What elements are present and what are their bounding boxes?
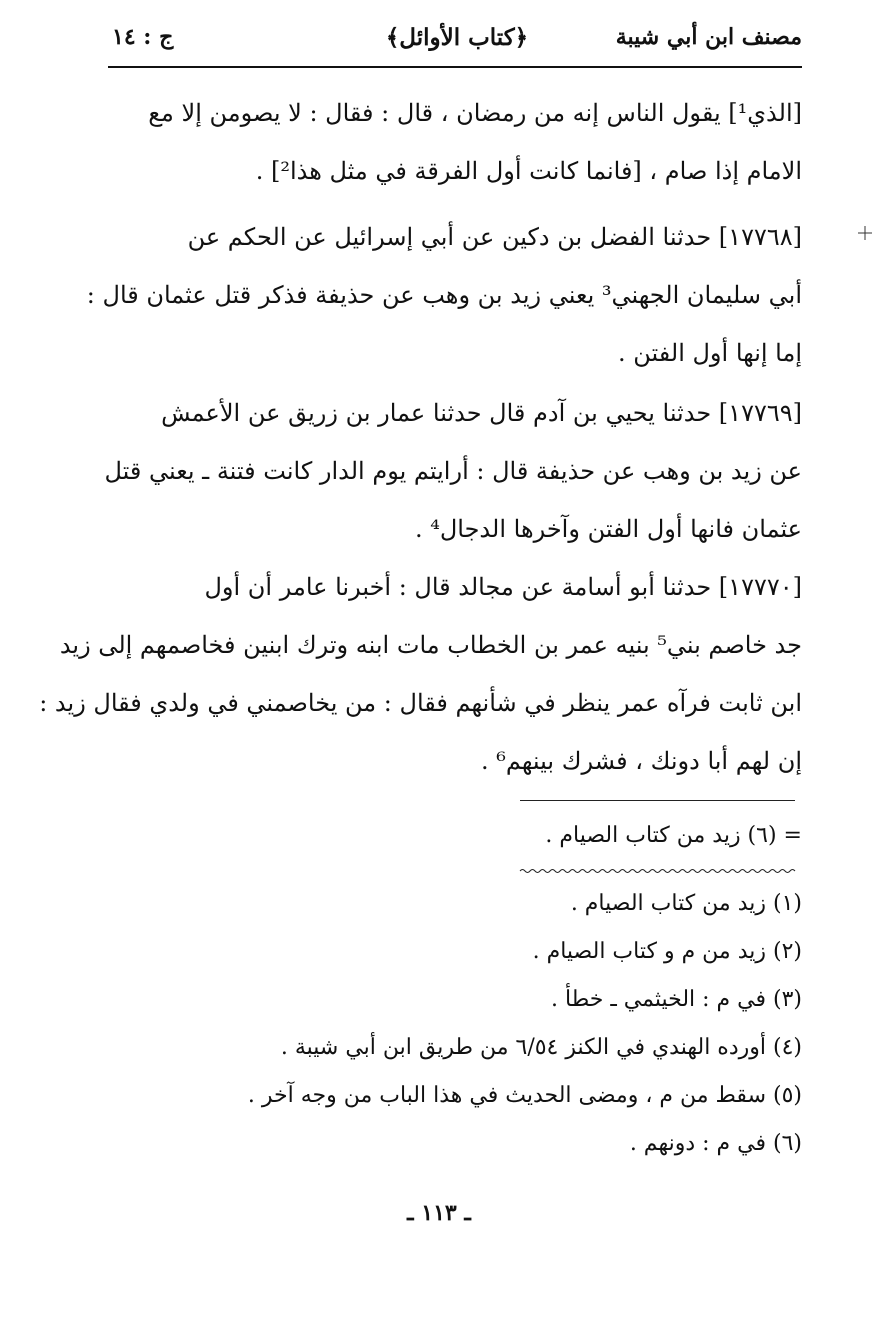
footnote-5: (٥) سقط من م ، ومضى الحديث في هذا الباب من وجه آخر . [247, 1083, 802, 1108]
text-line: إن لهم أبا دونك ، فشرك بينهم⁶ . [481, 747, 802, 775]
footnote-6: (٦) في م : دونهم . [629, 1131, 802, 1156]
hadith-17769 [104, 384, 802, 558]
text-line: أبي سليمان الجهني³ يعني زيد بن وهب عن حذيفة فذكر قتل عثمان قال : [86, 281, 802, 309]
text-line: إما إنها أول الفتن . [617, 339, 802, 367]
footnote-1: (١) زيد من كتاب الصيام . [570, 891, 802, 916]
text-line: عثمان فانها أول الفتن وآخرها الدجال⁴ . [414, 515, 802, 543]
hadith-17770 [39, 558, 802, 790]
paragraph-1 [118, 84, 802, 200]
text-line: [١٧٧٧٠] حدثنا أبو أسامة عن مجالد قال : أخبرنا عامر أن أول [204, 573, 802, 601]
footnote-divider [520, 868, 795, 874]
footnote-3: (٣) في م : الخيثمي ـ خطأ . [551, 987, 802, 1012]
hadith-17768 [86, 208, 802, 382]
text-line: الامام إذا صام ، [فانما كانت أول الفرقة في مثل هذا²] . [255, 157, 802, 185]
footnote-2: (٢) زيد من م و كتاب الصيام . [532, 939, 802, 964]
text-line: [الذي¹] يقول الناس إنه من رمضان ، قال : فقال : لا يصومن إلا مع [148, 99, 802, 127]
chapter-title: ﴿كتاب الأوائل﴾ [385, 24, 529, 51]
continued-footnote: = (٦) زيد من كتاب الصيام . [545, 823, 802, 848]
footnote-separator [520, 800, 795, 801]
margin-cross-mark [858, 226, 872, 240]
text-line: عن زيد بن وهب عن حذيفة قال : أرايتم يوم الدار كانت فتنة ـ يعني قتل [104, 457, 802, 485]
page-number: ـ ١١٣ ـ [407, 1200, 471, 1226]
footnote-4: (٤) أورده الهندي في الكنز ٦/٥٤ من طريق ابن أبي شيبة . [280, 1035, 802, 1060]
header-rule [108, 66, 802, 68]
footnotes [118, 880, 802, 1168]
text-line: [١٧٧٦٩] حدثنا يحيي بن آدم قال حدثنا عمار بن زريق عن الأعمش [161, 399, 802, 427]
running-header [112, 18, 802, 66]
book-title: مصنف ابن أبي شيبة [615, 24, 802, 50]
volume-number: ج : ١٤ [112, 24, 174, 50]
text-line: ابن ثابت فرآه عمر ينظر في شأنهم فقال : من يخاصمني في ولدي فقال زيد : [39, 689, 802, 717]
text-line: جد خاصم بني⁵ بنيه عمر بن الخطاب مات ابنه وترك ابنين فخاصمهم إلى زيد [59, 631, 802, 659]
text-line: [١٧٧٦٨] حدثنا الفضل بن دكين عن أبي إسرائيل عن الحكم عن [187, 223, 802, 251]
